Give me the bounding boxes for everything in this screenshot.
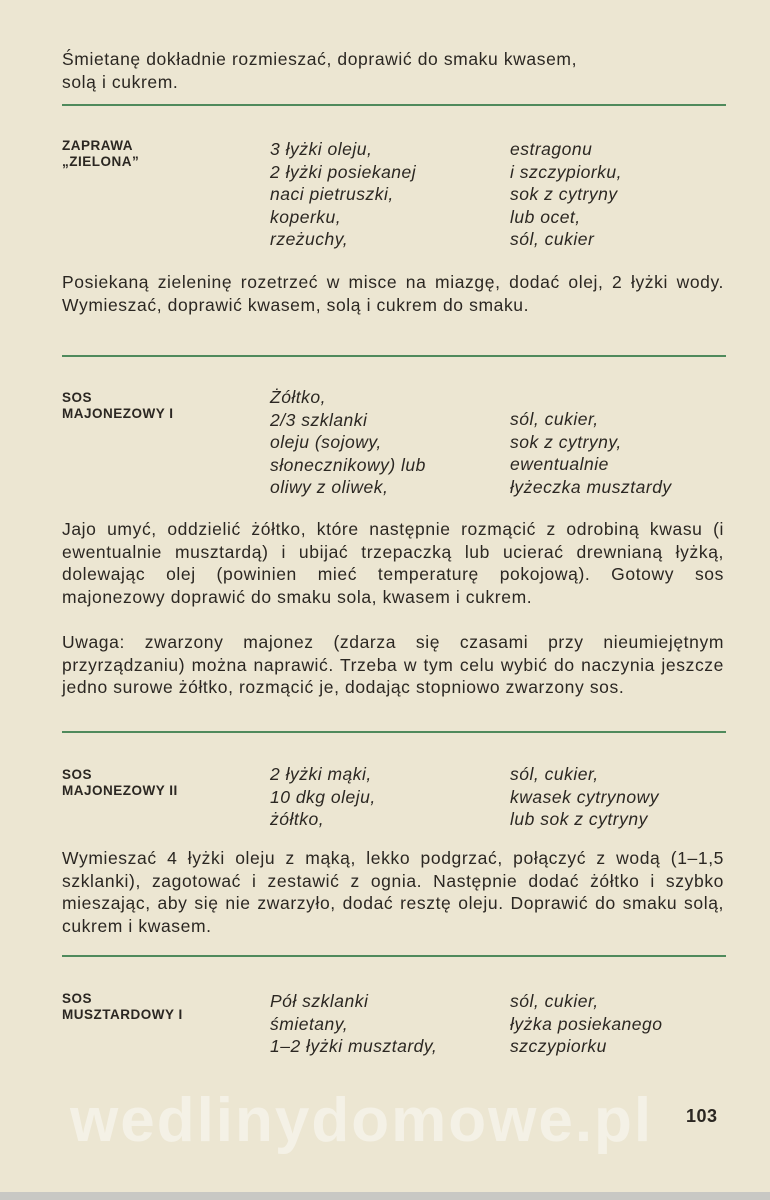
intro-line: solą i cukrem. xyxy=(62,71,179,92)
ingredients-column-1 xyxy=(270,138,416,251)
recipe-title-line: „ZIELONA” xyxy=(62,154,140,169)
ingredient: sól, cukier, xyxy=(510,991,599,1011)
ingredients-column-1 xyxy=(270,386,426,499)
recipe-title-line: MAJONEZOWY I xyxy=(62,406,174,421)
recipe-instructions: Wymieszać 4 łyżki oleju z mąką, lekko podgrzać, połączyć z wodą (1–1,5 szklanki), zagotować i zestawić z ognia. Następnie dodać żółtko i szybko mieszając, aby się nie zwarzyło, dodać resztę oleju. Doprawić do smaku solą, cukrem i kwasem. xyxy=(62,848,724,936)
ingredient: słonecznikowy) lub xyxy=(270,454,426,475)
ingredient: łyżka posiekanego xyxy=(510,1013,663,1034)
recipe-title-line: ZAPRAWA xyxy=(62,138,133,153)
ingredient: naci pietruszki, xyxy=(270,184,394,204)
recipe-note: Uwaga: zwarzony majonez (zdarza się czasami przy nieumiejętnym przyrządzaniu) można naprawić. Trzeba w tym celu wybić do naczynia jeszcze jedno surowe żółtko, rozmącić je, dodając stopniowo zwarzony sos. xyxy=(62,632,724,697)
ingredient: sól, cukier xyxy=(510,229,595,249)
ingredient: żółtko, xyxy=(270,809,325,829)
ingredient: 10 dkg oleju, xyxy=(270,786,376,807)
ingredient: 1–2 łyżki musztardy, xyxy=(270,1036,438,1056)
ingredient: szczypiorku xyxy=(510,1036,607,1056)
recipe-instructions: Posiekaną zieleninę rozetrzeć w misce na miazgę, dodać olej, 2 łyżki wody. Wymieszać, doprawić kwasem, solą i cukrem do smaku. xyxy=(62,272,724,315)
ingredient: śmietany, xyxy=(270,1013,349,1034)
ingredients-column-1 xyxy=(270,763,376,831)
section-divider xyxy=(62,355,726,357)
ingredient: 2/3 szklanki xyxy=(270,409,368,430)
ingredient: 2 łyżki posiekanej xyxy=(270,161,417,182)
recipe-title-line: SOS xyxy=(62,991,93,1006)
ingredients-column-2 xyxy=(510,763,659,831)
page-number: 103 xyxy=(686,1106,718,1126)
recipe-title-line: MUSZTARDOWY I xyxy=(62,1007,183,1022)
ingredients-column-2 xyxy=(510,990,662,1058)
ingredient: kwasek cytrynowy xyxy=(510,786,660,807)
ingredient: rzeżuchy, xyxy=(270,229,349,249)
ingredient: sól, cukier, xyxy=(510,764,599,784)
recipe-title-line: MAJONEZOWY II xyxy=(62,783,178,798)
ingredient: sól, cukier, xyxy=(510,409,599,429)
ingredient: 3 łyżki oleju, xyxy=(270,139,373,159)
ingredient: oliwy z oliwek, xyxy=(270,477,389,497)
ingredient: estragonu xyxy=(510,139,593,159)
recipe-title-line: SOS xyxy=(62,767,93,782)
ingredient: ewentualnie xyxy=(510,454,609,474)
ingredients-column-2 xyxy=(510,408,672,498)
recipe-title xyxy=(62,991,242,1023)
ingredient: sok z cytryny xyxy=(510,184,618,204)
ingredient: sok z cytryny, xyxy=(510,431,622,452)
section-divider xyxy=(62,104,726,106)
intro-line: Śmietanę dokładnie rozmieszać, doprawić do smaku kwasem, xyxy=(62,49,578,69)
recipe-title xyxy=(62,767,242,799)
scan-edge xyxy=(0,1192,770,1200)
recipe-title xyxy=(62,390,242,422)
ingredients-column-2 xyxy=(510,138,622,251)
ingredient: i szczypiorku, xyxy=(510,161,623,182)
watermark: wedlinydomowe.pl xyxy=(70,1086,654,1155)
ingredient: lub sok z cytryny xyxy=(510,809,648,829)
intro-paragraph xyxy=(62,48,724,93)
ingredient: Żółtko, xyxy=(270,387,327,407)
ingredient: lub ocet, xyxy=(510,206,581,227)
recipe-title xyxy=(62,138,242,170)
ingredients-column-1 xyxy=(270,990,437,1058)
section-divider xyxy=(62,731,726,733)
ingredient: łyżeczka musztardy xyxy=(510,476,672,497)
recipe-title-line: SOS xyxy=(62,390,93,405)
ingredient: oleju (sojowy, xyxy=(270,432,382,452)
section-divider xyxy=(62,955,726,957)
ingredient: 2 łyżki mąki, xyxy=(270,764,372,784)
ingredient: koperku, xyxy=(270,206,342,227)
recipe-instructions: Jajo umyć, oddzielić żółtko, które następnie rozmącić z odrobiną kwasu (i ewentualnie musztardą) i ubijać trzepaczką lub ucierać drewnianą łyżką, dolewając olej (powinien mieć temperaturę pokojową). Gotowy sos majonezowy doprawić do smaku sola, kwasem i cukrem. xyxy=(62,519,724,607)
ingredient: Pół szklanki xyxy=(270,991,369,1011)
